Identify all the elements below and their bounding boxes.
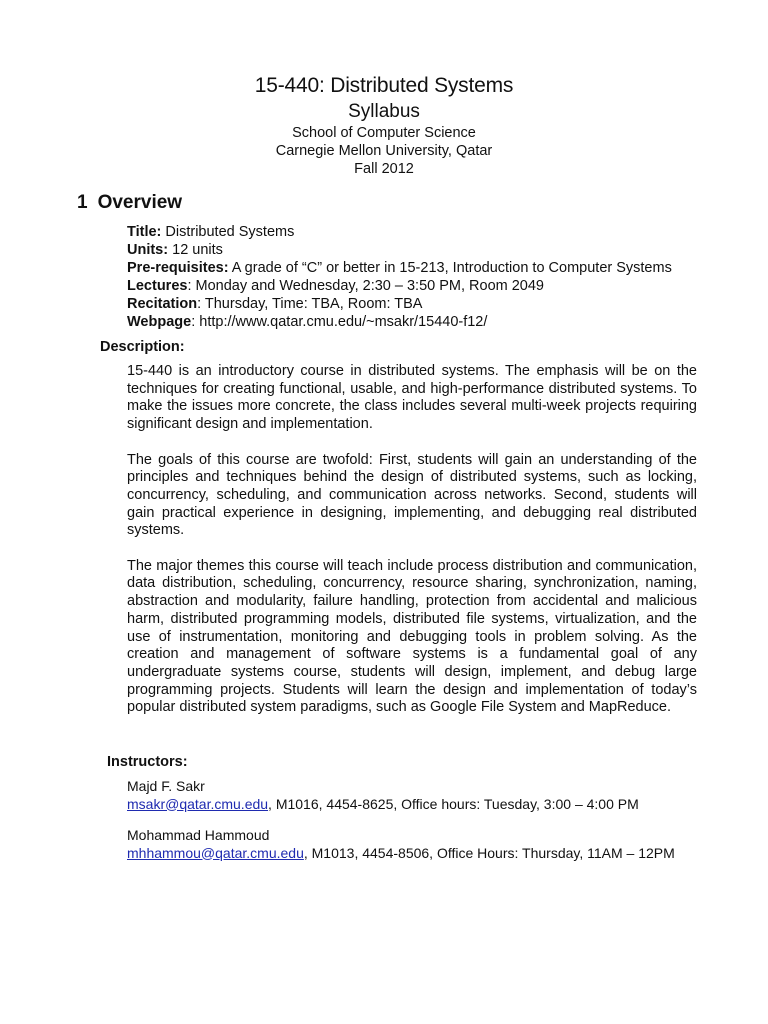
description-paragraph: The goals of this course are twofold: First, students will gain an understanding of the principles and techniques behind the design of distributed systems, such as locking, concurrency, scheduling, and communication across networks. Second, students will gain practical experience in designing, implementing, and debugging real distributed systems. <box>127 451 697 539</box>
field-value: : http://www.qatar.cmu.edu/~msakr/15440-f12/ <box>191 314 488 330</box>
field-label: Webpage <box>127 314 192 330</box>
section-heading-overview <box>77 192 182 214</box>
field-label: Lectures <box>127 278 188 294</box>
instructor-contact <box>127 845 727 863</box>
field-value: : Thursday, Time: TBA, Room: TBA <box>197 296 423 312</box>
instructors-label: Instructors: <box>107 754 188 770</box>
instructor-details: , M1016, 4454-8625, Office hours: Tuesday, 3:00 – 4:00 PM <box>268 795 639 812</box>
field-units <box>127 241 707 259</box>
school-name: School of Computer Science <box>292 125 476 141</box>
field-title <box>127 223 707 241</box>
instructor-email-link[interactable]: mhhammou@qatar.cmu.edu <box>127 844 304 861</box>
field-recitation <box>127 295 707 313</box>
section-number: 1 <box>77 192 88 213</box>
field-value: Distributed Systems <box>165 224 295 240</box>
instructor-entry <box>127 827 727 862</box>
term: Fall 2012 <box>354 161 414 177</box>
instructor-details: , M1013, 4454-8506, Office Hours: Thursday, 11AM – 12PM <box>303 844 675 861</box>
instructor-entry <box>127 778 727 813</box>
university-name: Carnegie Mellon University, Qatar <box>275 143 493 159</box>
field-value: : Monday and Wednesday, 2:30 – 3:50 PM, Room 2049 <box>187 278 544 294</box>
course-info-fields <box>127 223 707 331</box>
description-label: Description: <box>100 339 185 355</box>
description-paragraph: The major themes this course will teach include process distribution and communication, data distribution, scheduling, concurrency, resource sharing, synchronization, naming, abstraction and modularity, failure handling, protection from accidental and malicious harm, distributed programming models, distributed file systems, virtualization, and the use of instrumentation, monitoring and debugging tools in problem solving. As the creation and management of software systems is a fundamental goal of any undergraduate systems course, students will design, implement, and debug large programming projects. Students will learn the design and implementation of today’s popular distributed system paradigms, such as Google File System and MapReduce. <box>127 557 697 716</box>
instructor-contact <box>127 796 727 814</box>
course-title: 15-440: Distributed Systems <box>254 74 514 97</box>
field-label: Units: <box>127 242 169 258</box>
field-webpage <box>127 313 707 331</box>
instructors-list <box>127 778 727 876</box>
description-paragraph: 15-440 is an introductory course in distributed systems. The emphasis will be on the techniques for creating functional, usable, and high-performance distributed systems. To make the issues more concrete, the class includes several multi-week projects requiring significant design and implementation. <box>127 363 697 433</box>
document-header <box>0 72 768 178</box>
description-body <box>127 363 697 735</box>
field-value: A grade of “C” or better in 15-213, Introduction to Computer Systems <box>231 260 672 276</box>
field-label: Recitation <box>127 296 198 312</box>
instructor-name: Majd F. Sakr <box>127 778 205 794</box>
field-label: Pre-requisites: <box>127 260 229 276</box>
document-subtitle: Syllabus <box>348 101 420 122</box>
field-prerequisites <box>127 259 707 277</box>
field-label: Title: <box>127 224 162 240</box>
section-title: Overview <box>97 192 183 213</box>
field-value: 12 units <box>172 242 223 258</box>
instructor-email-link[interactable]: msakr@qatar.cmu.edu <box>127 795 269 812</box>
field-lectures <box>127 277 707 295</box>
instructor-name: Mohammad Hammoud <box>127 827 270 843</box>
